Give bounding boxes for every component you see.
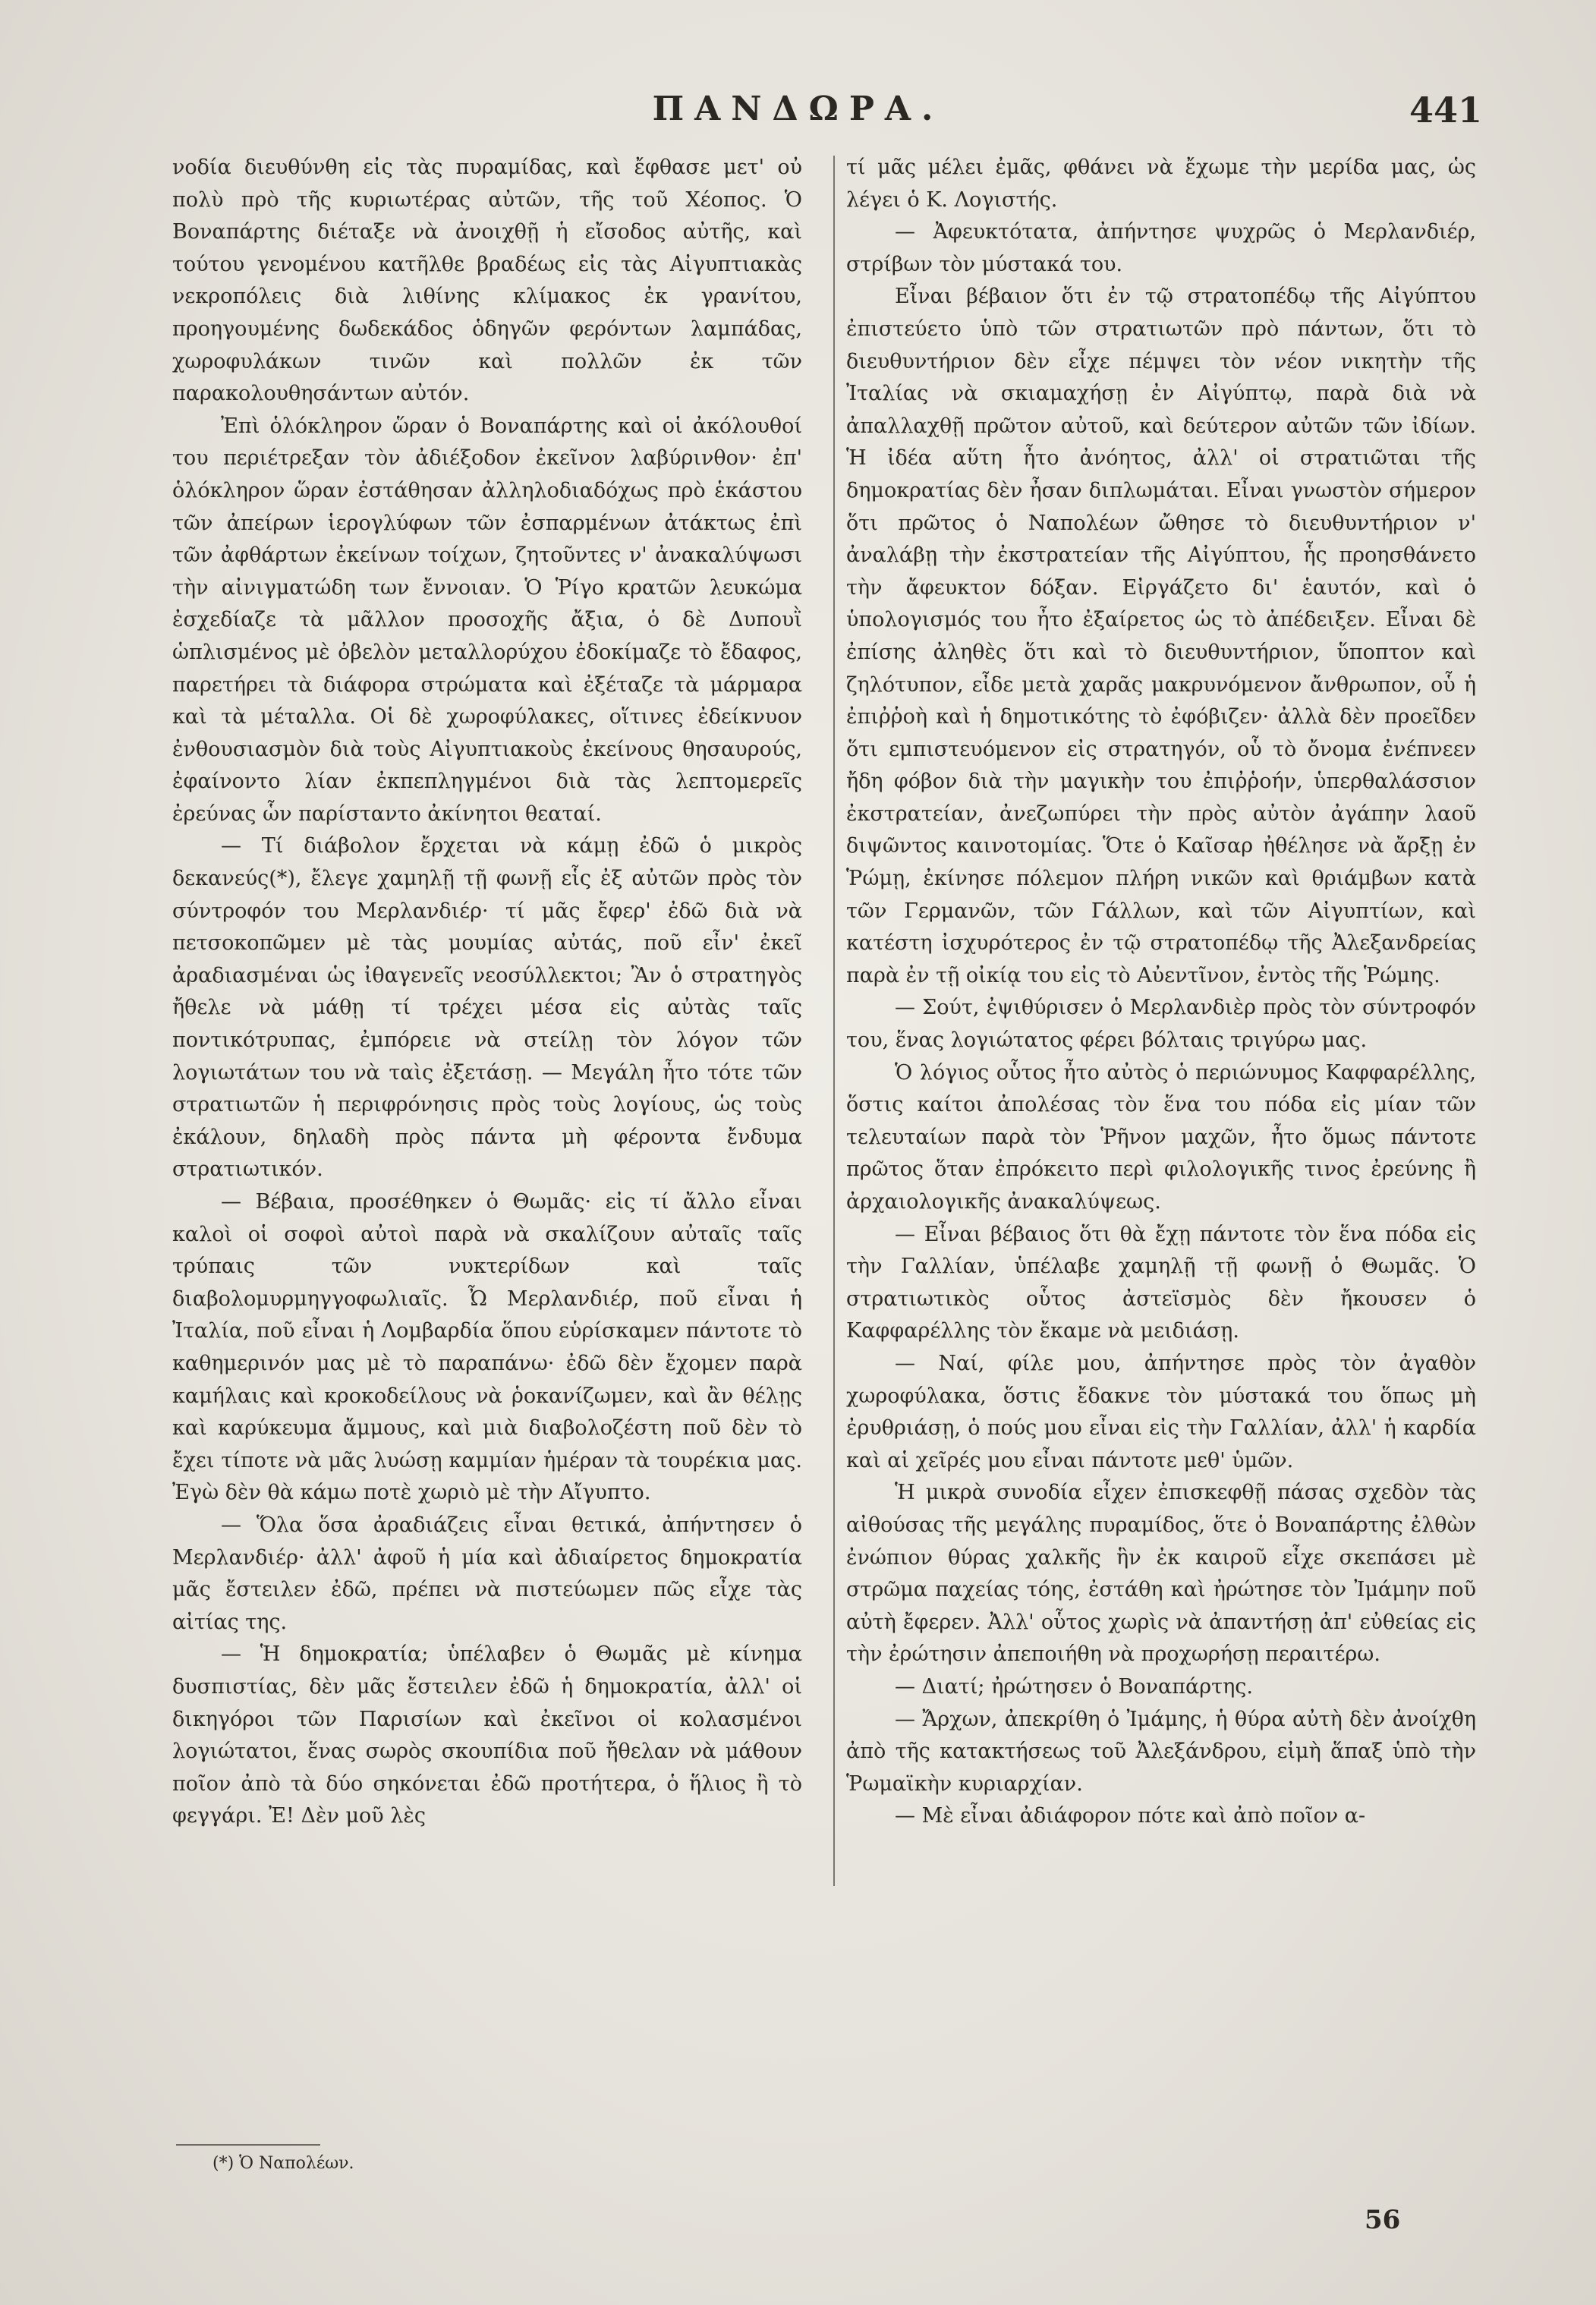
paragraph: — Ἄρχων, ἀπεκρίθη ὁ Ἰμάμης, ἡ θύρα αὐτὴ δὲν ἀνοίχθη ἀπὸ τῆς κατακτήσεως τοῦ Ἀλεξάνδρου, εἰμὴ ἅπαξ ὑπὸ τὴν Ῥωμαϊκὴν κυριαρχίαν. xyxy=(846,1707,1476,1796)
paragraph: Ὁ λόγιος οὗτος ἦτο αὐτὸς ὁ περιώνυμος Καφφαρέλλης, ὅστις καίτοι ἀπολέσας τὸν ἕνα του πόδα εἰς μίαν τῶν τελευταίων παρὰ τὸν Ῥῆνον μαχῶν, ἦτο ὅμως πάντοτε πρῶτος ὅταν ἐπρόκειτο περὶ φιλολογικῆς τινος ἐρεύνης ἢ ἀρχαιολογικῆς ἀνακαλύψεως. xyxy=(846,1060,1476,1214)
paragraph: Ἡ μικρὰ συνοδία εἶχεν ἐπισκεφθῇ πάσας σχεδὸν τὰς αἰθούσας τῆς μεγάλης πυραμίδος, ὅτε ὁ Βοναπάρτης ἐλθὼν ἐνώπιον θύρας χαλκῆς ἣν ἐκ καιροῦ εἶχε σκεπάσει μὲ στρῶμα παχείας τόης, ἐστάθη καὶ ἠρώτησε τὸν Ἰμάμην ποῦ αὐτὴ ἔφερεν. Ἀλλ' οὗτος χωρὶς νὰ ἀπαντήσῃ ἀπ' εὐθείας εἰς τὴν ἐρώτησιν ἀπεποιήθη νὰ προχωρήσῃ περαιτέρω. xyxy=(846,1481,1476,1667)
page-header xyxy=(0,90,1596,143)
signature-mark: 56 xyxy=(1365,2205,1401,2235)
paragraph: — Εἶναι βέβαιος ὅτι θὰ ἔχῃ πάντοτε τὸν ἕνα πόδα εἰς τὴν Γαλλίαν, ὑπέλαβε χαμηλῇ τῇ φωνῇ ὁ Θωμᾶς. Ὁ στρατιωτικὸς οὗτος ἀστεϊσμὸς δὲν ἤκουσεν ὁ Καφφαρέλλης τὸν ἔκαμε νὰ μειδιάσῃ. xyxy=(846,1222,1476,1343)
paragraph: — Διατί; ἠρώτησεν ὁ Βοναπάρτης. xyxy=(895,1674,1253,1699)
paragraph: — Τί διάβολον ἔρχεται νὰ κάμῃ ἐδῶ ὁ μικρὸς δεκανεύς(*), ἔλεγε χαμηλῇ τῇ φωνῇ εἷς ἐξ αὐτῶν πρὸς τὸν σύντροφόν του Μερλανδιέρ· τί μᾶς ἔφερ' ἐδῶ διὰ νὰ πετσοκοπῶμεν μὲ τὰς μουμίας αὐτάς, ποῦ εἶν' ἐκεῖ ἀραδιασμέναι ὡς ἰθαγενεῖς νεοσύλλεκτοι; Ἂν ὁ στρατηγὸς ἤθελε νὰ μάθῃ τί τρέχει μέσα εἰς αὐτὰς ταῖς ποντικότρυπας, ἐμπόρειε νὰ στείλῃ τὸν λόγον τῶν λογιωτάτων του νὰ ταὶς ἐξετάσῃ. — Μεγάλη ἦτο τότε τῶν στρατιωτῶν ἡ περιφρόνησις πρὸς τοὺς λογίους, ὡς τοὺς ἐκάλουν, δηλαδὴ πρὸς πάντα μὴ φέροντα ἔνδυμα στρατιωτικόν. xyxy=(172,834,802,1182)
paragraph: — Ἡ δημοκρατία; ὑπέλαβεν ὁ Θωμᾶς μὲ κίνημα δυσπιστίας, δὲν μᾶς ἔστειλεν ἐδῶ ἡ δημοκρατία, ἀλλ' οἱ δικηγόροι τῶν Παρισίων καὶ ἐκεῖνοι οἱ κολασμένοι λογιώτατοι, ἕνας σωρὸς σκουπίδια ποῦ ἤθελαν νὰ μάθουν ποῖον ἀπὸ τὰ δύο σηκόνεται ἐδῶ προτήτερα, ὁ ἥλιος ἢ τὸ φεγγάρι. Ἐ! Δὲν μοῦ λὲς xyxy=(172,1642,802,1828)
paragraph: — Σούτ, ἐψιθύρισεν ὁ Μερλανδιὲρ πρὸς τὸν σύντροφόν του, ἕνας λογιώτατος φέρει βόλταις τριγύρω μας. xyxy=(846,996,1476,1053)
paragraph: — Ναί, φίλε μου, ἀπήντησε πρὸς τὸν ἀγαθὸν χωροφύλακα, ὅστις ἔδακνε τὸν μύστακά του ὅπως μὴ ἐρυθριάσῃ, ὁ πούς μου εἶναι εἰς τὴν Γαλλίαν, ἀλλ' ἡ καρδία καὶ αἱ χεῖρές μου εἶναι πάντοτε μεθ' ὑμῶν. xyxy=(846,1351,1476,1472)
running-title: ΠΑΝΔΩΡΑ. xyxy=(652,90,944,128)
paragraph: Ἐπὶ ὁλόκληρον ὥραν ὁ Βοναπάρτης καὶ οἱ ἀκόλουθοί του περιέτρεξαν τὸν ἀδιέξοδον ἐκεῖνον λαβύρινθον· ἐπ' ὁλόκληρον ὥραν ἐστάθησαν ἀλληλοδιαδόχως πρὸ ἑκάστου τῶν ἀπείρων ἱερογλύφων τῶν ἐσπαρμένων ἀτάκτως ἐπὶ τῶν ἀφθάρτων ἐκείνων τοίχων, ζητοῦντες ν' ἀνακαλύψωσι τὴν αἰνιγματώδη των ἔννοιαν. Ὁ Ῥίγο κρατῶν λευκώμα ἐσχεδίαζε τὰ μᾶλλον προσοχῆς ἄξια, ὁ δὲ Δυπουῒ ὡπλισμένος μὲ ὀβελὸν μεταλλορύχου ἐδοκίμαζε τὸ ἔδαφος, παρετήρει τὰ διάφορα στρώματα καὶ ἐξέταζε τὰ μάρμαρα καὶ τὰ μέταλλα. Οἱ δὲ χωροφύλακες, οἵτινες ἐδείκνυον ἐνθουσιασμὸν διὰ τοὺς Αἰγυπτιακοὺς ἐκείνους θησαυρούς, ἐφαίνοντο λίαν ἐκπεπληγμένοι διὰ τὰς λεπτομερεῖς ἐρεύνας ὧν παρίσταντο ἀκίνητοι θεαταί. xyxy=(172,414,802,826)
footnote: (*) Ὁ Ναπολέων. xyxy=(212,2154,354,2173)
page-number: 441 xyxy=(1409,90,1482,131)
right-column xyxy=(846,152,1476,1833)
paragraph: — Μὲ εἶναι ἀδιάφορον πότε καὶ ἀπὸ ποῖον α- xyxy=(895,1804,1366,1828)
paragraph: Εἶναι βέβαιον ὅτι ἐν τῷ στρατοπέδῳ τῆς Αἰγύπτου ἐπιστεύετο ὑπὸ τῶν στρατιωτῶν πρὸ πάντων, ὅτι τὸ διευθυντήριον δὲν εἶχε πέμψει τὸν νέον νικητὴν τῆς Ἰταλίας νὰ σκιαμαχήσῃ ἐν Αἰγύπτῳ, παρὰ διὰ νὰ ἀπαλλαχθῇ πρῶτον αὐτοῦ, καὶ δεύτερον αὐτῶν τῶν ἰδίων. Ἡ ἰδέα αὕτη ἦτο ἀνόητος, ἀλλ' οἱ στρατιῶται τῆς δημοκρατίας δὲν ἦσαν διπλωμάται. Εἶναι γνωστὸν σήμερον ὅτι πρῶτος ὁ Ναπολέων ὤθησε τὸ διευθυντήριον ν' ἀναλάβῃ τὴν ἐκστρατείαν τῆς Αἰγύπτου, ἧς προησθάνετο τὴν ἄφευκτον δόξαν. Εἰργάζετο δι' ἑαυτόν, καὶ ὁ ὑπολογισμός του ἦτο ἐξαίρετος ὡς τὸ ἀπέδειξεν. Εἶναι δὲ ἐπίσης ἀληθὲς ὅτι καὶ τὸ διευθυντήριον, ὕποπτον καὶ ζηλότυπον, εἶδε μετὰ χαρᾶς μακρυνόμενον ἄνθρωπον, οὗ ἡ ἐπιῤῥοὴ καὶ ἡ δημοτικότης τὸ ἐφόβιζεν· ἀλλὰ δὲν προεῖδεν ὅτι εμπιστευόμενον εἰς στρατηγόν, οὗ τὸ ὄνομα ἐνέπνεεν ἤδη φόβον διὰ τὴν μαγικὴν του ἐπιῤῥοήν, ὑπερθαλάσσιον ἐκστρατείαν, ἀνεζωπύρει τὴν πρὸς αὐτὸν ἀγάπην λαοῦ διψῶντος καινοτομίας. Ὅτε ὁ Καῖσαρ ἠθέλησε νὰ ἄρξῃ ἐν Ῥώμῃ, ἐκίνησε πόλεμον πλήρη νικῶν καὶ θριάμβων κατὰ τῶν Γερμανῶν, τῶν Γάλλων, καὶ τῶν Αἰγυπτίων, καὶ κατέστη ἰσχυρότερος ἐν τῷ στρατοπέδῳ τῆς Ἀλεξανδρείας παρὰ ἐν τῇ οἰκίᾳ του εἰς τὸ Αὐεντῖνον, ἐντὸς τῆς Ῥώμης. xyxy=(846,285,1476,987)
paragraph: — Ἀφευκτότατα, ἀπήντησε ψυχρῶς ὁ Μερλανδιέρ, στρίβων τὸν μύστακά του. xyxy=(846,220,1476,276)
paragraph: τί μᾶς μέλει ἐμᾶς, φθάνει νὰ ἔχωμε τὴν μερίδα μας, ὡς λέγει ὁ Κ. Λογιστής. xyxy=(846,156,1476,212)
paragraph: — Βέβαια, προσέθηκεν ὁ Θωμᾶς· εἰς τί ἄλλο εἶναι καλοὶ οἱ σοφοὶ αὐτοὶ παρὰ νὰ σκαλίζουν αὐταῖς ταῖς τρύπαις τῶν νυκτερίδων καὶ ταῖς διαβολομυρμηγγοφωλιαῖς. Ὦ Μερλανδιέρ, ποῦ εἶναι ἡ Ἰταλία, ποῦ εἶναι ἡ Λομβαρδία ὅπου εὑρίσκαμεν πάντοτε τὸ καθημερινόν μας μὲ τὸ παραπάνω· ἐδῶ δὲν ἔχομεν παρὰ καμήλαις καὶ κροκοδείλους νὰ ῥοκανίζωμεν, καὶ ἂν θέλῃς καὶ καρύκευμα ἄμμους, καὶ μιὰ διαβολοζέστη ποῦ δὲν τὸ ἔχει τίποτε νὰ μᾶς λυώσῃ καμμίαν ἡμέραν τὰ τουρέκια μας. Ἐγὼ δὲν θὰ κάμω ποτὲ χωριὸ μὲ τὴν Αἴγυπτο. xyxy=(172,1190,802,1505)
footnote-divider xyxy=(176,2144,320,2146)
paragraph: νοδία διευθύνθη εἰς τὰς πυραμίδας, καὶ ἔφθασε μετ' οὐ πολὺ πρὸ τῆς κυριωτέρας αὐτῶν, τῆς τοῦ Χέοπος. Ὁ Βοναπάρτης διέταξε νὰ ἀνοιχθῇ ἡ εἴσοδος αὐτῆς, καὶ τούτου γενομένου κατῆλθε βραδέως εἰς τὰς Αἰγυπτιακὰς νεκροπόλεις διὰ λιθίνης κλίμακος ἐκ γρανίτου, προηγουμένης δωδεκάδος ὁδηγῶν φερόντων λαμπάδας, χωροφυλάκων τινῶν καὶ πολλῶν ἐκ τῶν παρακολουθησάντων αὐτόν. xyxy=(172,156,802,406)
column-divider xyxy=(833,156,835,1886)
left-column xyxy=(172,152,802,1833)
paragraph: — Ὅλα ὅσα ἀραδιάζεις εἶναι θετικά, ἀπήντησεν ὁ Μερλανδιέρ· ἀλλ' ἀφοῦ ἡ μία καὶ ἀδιαίρετος δημοκρατία μᾶς ἔστειλεν ἐδῶ, πρέπει νὰ πιστεύωμεν πῶς εἶχε τὰς αἰτίας της. xyxy=(172,1513,802,1634)
